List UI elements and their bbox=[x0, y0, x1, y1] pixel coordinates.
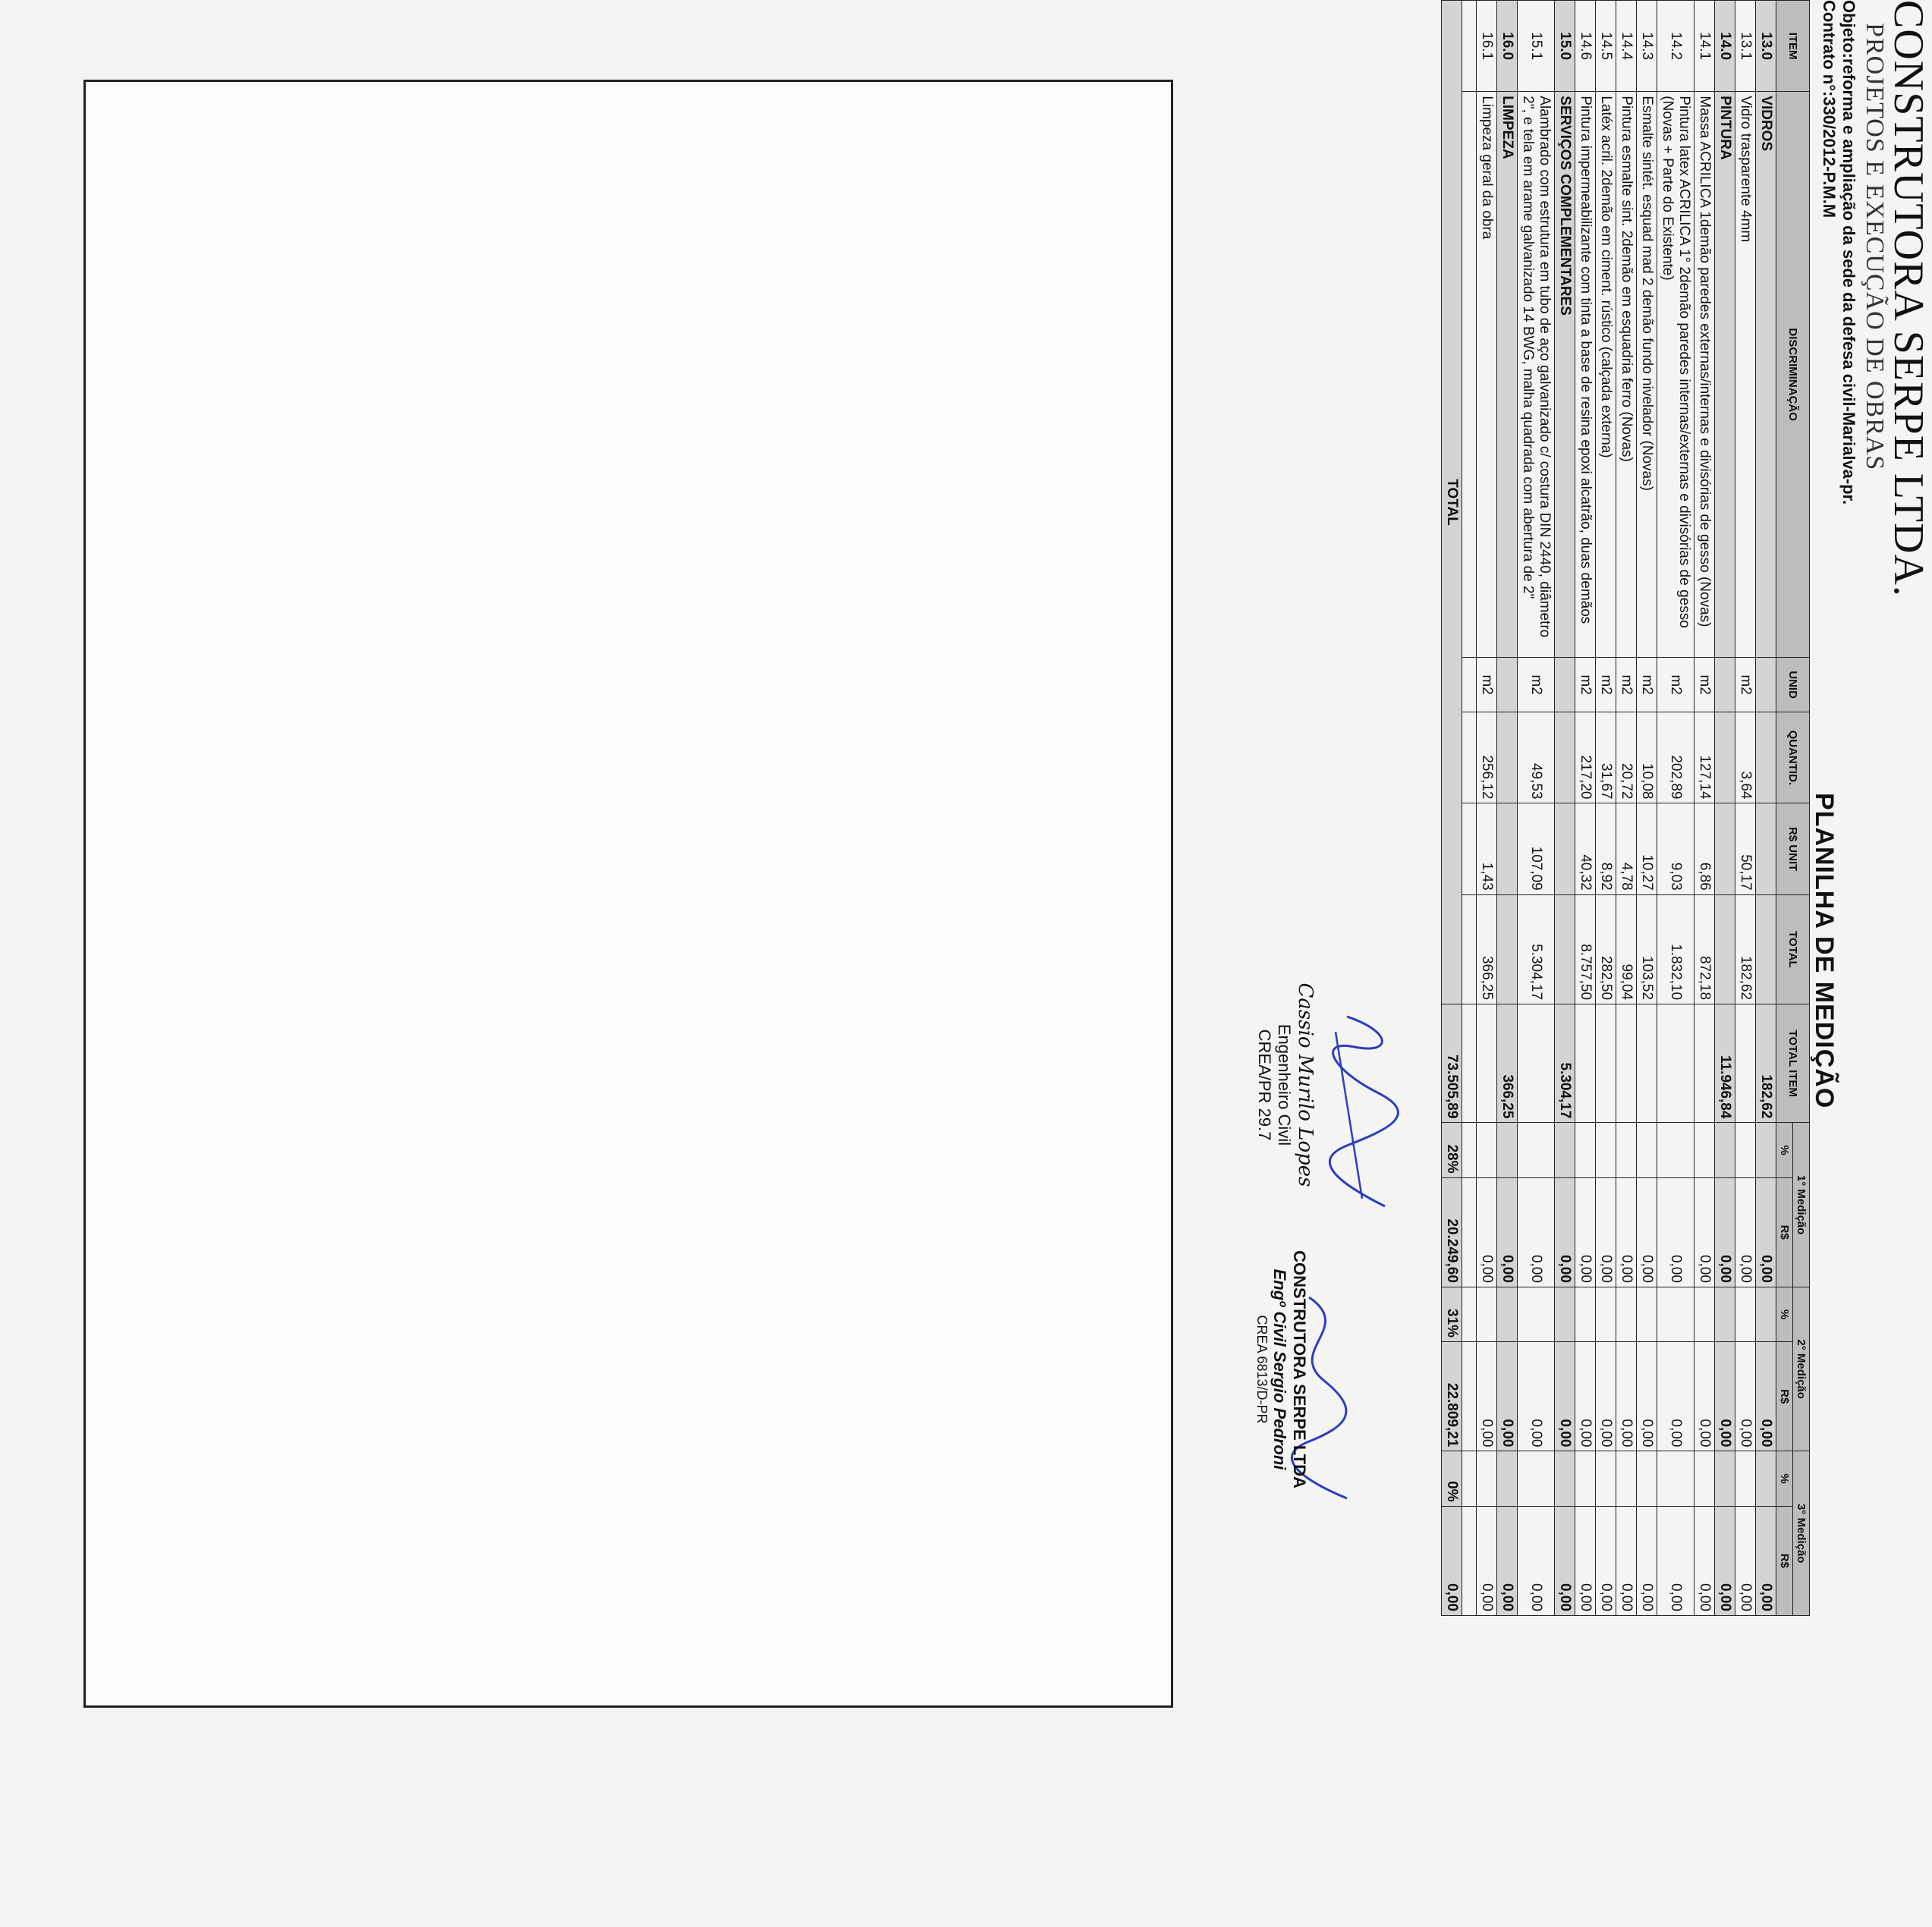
cell-quant: 31,67 bbox=[1596, 712, 1616, 803]
cell-m1r: 0,00 bbox=[1596, 1177, 1616, 1287]
cell-total_item bbox=[1694, 1004, 1715, 1123]
cell-m3p bbox=[1756, 1451, 1776, 1506]
cell-m1p bbox=[1575, 1123, 1596, 1177]
company-name: CONSTRUTORA SERPE LTDA. bbox=[1885, 0, 1932, 597]
cell-unid bbox=[1555, 658, 1575, 712]
cell-total_item: 366,25 bbox=[1497, 1004, 1518, 1123]
cell-desc: Pintura latex ACRILICA 1° 2demão paredes internas/externas e divisórias de gesso (Novas + Parte do Existente) bbox=[1657, 92, 1694, 658]
cell-desc: Massa ACRILICA 1demão paredes externas/internas e divisórias de gesso (Novas) bbox=[1694, 92, 1715, 658]
cell-unit: 40,32 bbox=[1575, 803, 1596, 894]
cell-desc: Alambrado com estrutura em tubo de aço galvanizado c/ costura DIN 2440, diâmetro 2", e tela em arame galvanizado 14 BWG, malha quadrada com abertura de 2" bbox=[1518, 92, 1555, 658]
cell-item: 15.0 bbox=[1555, 1, 1575, 92]
cell-m1p bbox=[1518, 1123, 1555, 1177]
cell-m1r: 0,00 bbox=[1555, 1177, 1575, 1287]
cell-m2p bbox=[1477, 1287, 1497, 1341]
company-subtitle: PROJETOS E EXECUÇÃO DE OBRAS bbox=[1861, 23, 1889, 471]
cell-m2r: 0,00 bbox=[1735, 1342, 1756, 1451]
col-m1-pct: % bbox=[1776, 1123, 1793, 1177]
cell-m3r: 0,00 bbox=[1555, 1506, 1575, 1615]
cell-m2r: 0,00 bbox=[1596, 1342, 1616, 1451]
cell-m1r: 0,00 bbox=[1657, 1177, 1694, 1287]
cell-item: 15.1 bbox=[1518, 1, 1555, 92]
cell-desc: Latéx acril. 2demão em ciment. rústico (calçada externa) bbox=[1596, 92, 1616, 658]
cell-unid: m2 bbox=[1694, 658, 1715, 712]
cell-total_item bbox=[1575, 1004, 1596, 1123]
cell-total: 366,25 bbox=[1477, 894, 1497, 1004]
cell-m2r: 0,00 bbox=[1756, 1342, 1776, 1451]
engineer-signature-block bbox=[1254, 971, 1317, 1199]
cell-m2r: 0,00 bbox=[1477, 1342, 1497, 1451]
cell-m1r: 0,00 bbox=[1694, 1177, 1715, 1287]
rotated-document bbox=[497, 0, 1931, 1927]
cell-unit: 1,43 bbox=[1477, 803, 1497, 894]
cell-m2p bbox=[1637, 1287, 1657, 1341]
cell-m1r: 0,00 bbox=[1735, 1177, 1756, 1287]
cell-m3r: 0,00 bbox=[1715, 1506, 1735, 1615]
cell-item: 16.1 bbox=[1477, 1, 1497, 92]
cell-total_item bbox=[1735, 1004, 1756, 1123]
cell-item: 14.5 bbox=[1596, 1, 1616, 92]
col-m3-rs: R$ bbox=[1776, 1506, 1793, 1615]
totals-m3p: 0% bbox=[1442, 1451, 1462, 1506]
cell-m3r: 0,00 bbox=[1657, 1506, 1694, 1615]
cell-m1p bbox=[1477, 1123, 1497, 1177]
cell-desc: Pintura impermeabilizante com tinta a base de resina epoxi alcatrão, duas demãos bbox=[1575, 92, 1596, 658]
cell-unid: m2 bbox=[1575, 658, 1596, 712]
cell-m3r: 0,00 bbox=[1497, 1506, 1518, 1615]
table-row bbox=[1575, 1, 1596, 1616]
cell-desc: SERVIÇOS COMPLEMENTARES bbox=[1555, 92, 1575, 658]
cell-m1p bbox=[1756, 1123, 1776, 1177]
cell-total: 8.757,50 bbox=[1575, 894, 1596, 1004]
cell-m2r: 0,00 bbox=[1637, 1342, 1657, 1451]
col-quant: QUANTID. bbox=[1776, 712, 1810, 803]
engineer-signature-scribble bbox=[1317, 1001, 1408, 1214]
cell-total bbox=[1715, 894, 1735, 1004]
cell-m1r: 0,00 bbox=[1575, 1177, 1596, 1287]
cell-unid: m2 bbox=[1477, 658, 1497, 712]
cell-total bbox=[1756, 894, 1776, 1004]
cell-m1p bbox=[1596, 1123, 1616, 1177]
cell-m3r: 0,00 bbox=[1596, 1506, 1616, 1615]
cell-quant: 127,14 bbox=[1694, 712, 1715, 803]
cell-m1r: 0,00 bbox=[1637, 1177, 1657, 1287]
cell-unid: m2 bbox=[1657, 658, 1694, 712]
cell-unit: 6,86 bbox=[1694, 803, 1715, 894]
cell-total: 182,62 bbox=[1735, 894, 1756, 1004]
cell-m3p bbox=[1497, 1451, 1518, 1506]
cell-m2r: 0,00 bbox=[1518, 1342, 1555, 1451]
cell-unit bbox=[1555, 803, 1575, 894]
cell-m3r: 0,00 bbox=[1518, 1506, 1555, 1615]
cell-m1r: 0,00 bbox=[1616, 1177, 1637, 1287]
table-row bbox=[1518, 1, 1555, 1616]
cell-m2r: 0,00 bbox=[1657, 1342, 1694, 1451]
col-total-item: TOTAL ITEM bbox=[1776, 1004, 1810, 1123]
cell-total bbox=[1497, 894, 1518, 1004]
cell-m1p bbox=[1616, 1123, 1637, 1177]
company-signature-block bbox=[1254, 1244, 1309, 1495]
table-row bbox=[1715, 1, 1735, 1616]
cell-m3p bbox=[1637, 1451, 1657, 1506]
cell-m2p bbox=[1575, 1287, 1596, 1341]
cell-desc: VIDROS bbox=[1756, 92, 1776, 658]
cell-m3r: 0,00 bbox=[1575, 1506, 1596, 1615]
cell-item: 13.0 bbox=[1756, 1, 1776, 92]
cell-item: 13.1 bbox=[1735, 1, 1756, 92]
cell-total: 103,52 bbox=[1637, 894, 1657, 1004]
col-desc: DISCRIMINAÇÃO bbox=[1776, 92, 1810, 658]
cell-unid: m2 bbox=[1518, 658, 1555, 712]
cell-total: 5.304,17 bbox=[1518, 894, 1555, 1004]
spacer-row bbox=[1462, 1, 1477, 1616]
cell-m1r: 0,00 bbox=[1715, 1177, 1735, 1287]
totals-m1p: 28% bbox=[1442, 1123, 1462, 1177]
cell-m1p bbox=[1637, 1123, 1657, 1177]
col-m2-pct: % bbox=[1776, 1287, 1793, 1341]
cell-m3r: 0,00 bbox=[1477, 1506, 1497, 1615]
cell-m1p bbox=[1715, 1123, 1735, 1177]
cell-m1p bbox=[1497, 1123, 1518, 1177]
cell-unid bbox=[1497, 658, 1518, 712]
cell-m1p bbox=[1657, 1123, 1694, 1177]
cell-m1r: 0,00 bbox=[1497, 1177, 1518, 1287]
company-crea: CREA 6813/D-PR bbox=[1254, 1315, 1270, 1424]
col-m2-rs: R$ bbox=[1776, 1342, 1793, 1451]
cell-desc: Pintura esmalte sint. 2demão em esquadria ferro (Novas) bbox=[1616, 92, 1637, 658]
cell-total_item: 11.946,84 bbox=[1715, 1004, 1735, 1123]
totals-m3r: 0,00 bbox=[1442, 1506, 1462, 1615]
company-engineer: Engº Civil Sergio Pedroni bbox=[1270, 1268, 1289, 1470]
cell-m3p bbox=[1616, 1451, 1637, 1506]
cell-m2p bbox=[1756, 1287, 1776, 1341]
cell-m3r: 0,00 bbox=[1616, 1506, 1637, 1615]
cell-m2r: 0,00 bbox=[1555, 1342, 1575, 1451]
cell-unit: 50,17 bbox=[1735, 803, 1756, 894]
cell-desc: PINTURA bbox=[1715, 92, 1735, 658]
cell-total_item bbox=[1477, 1004, 1497, 1123]
cell-unid bbox=[1715, 658, 1735, 712]
cell-m1r: 0,00 bbox=[1756, 1177, 1776, 1287]
cell-m1p bbox=[1735, 1123, 1756, 1177]
cell-item: 14.3 bbox=[1637, 1, 1657, 92]
cell-m3p bbox=[1596, 1451, 1616, 1506]
cell-total_item bbox=[1637, 1004, 1657, 1123]
col-m3-pct: % bbox=[1776, 1451, 1793, 1506]
cell-unit bbox=[1497, 803, 1518, 894]
cell-m2r: 0,00 bbox=[1497, 1342, 1518, 1451]
measurement-table bbox=[1441, 0, 1810, 1616]
engineer-title: Engenheiro Civil bbox=[1275, 1023, 1294, 1146]
cell-m3r: 0,00 bbox=[1694, 1506, 1715, 1615]
cell-total_item: 182,62 bbox=[1756, 1004, 1776, 1123]
cell-total: 282,50 bbox=[1596, 894, 1616, 1004]
cell-unid: m2 bbox=[1637, 658, 1657, 712]
cell-desc: LIMPEZA bbox=[1497, 92, 1518, 658]
table-row bbox=[1694, 1, 1715, 1616]
cell-quant: 256,12 bbox=[1477, 712, 1497, 803]
cell-m2p bbox=[1715, 1287, 1735, 1341]
totals-row bbox=[1442, 1, 1462, 1616]
cell-quant bbox=[1555, 712, 1575, 803]
cell-quant: 202,89 bbox=[1657, 712, 1694, 803]
table-row bbox=[1477, 1, 1497, 1616]
cell-m3r: 0,00 bbox=[1735, 1506, 1756, 1615]
cell-total: 99,04 bbox=[1616, 894, 1637, 1004]
cell-item: 14.2 bbox=[1657, 1, 1694, 92]
cell-unit: 4,78 bbox=[1616, 803, 1637, 894]
cell-quant bbox=[1497, 712, 1518, 803]
totals-total_item: 73.505,89 bbox=[1442, 1004, 1462, 1123]
cell-unit: 107,09 bbox=[1518, 803, 1555, 894]
totals-m2r: 22.809,21 bbox=[1442, 1342, 1462, 1451]
table-row bbox=[1596, 1, 1616, 1616]
cell-unid bbox=[1756, 658, 1776, 712]
col-m3: 3° Medição bbox=[1793, 1451, 1810, 1616]
cell-m3p bbox=[1555, 1451, 1575, 1506]
cell-m2p bbox=[1657, 1287, 1694, 1341]
cell-unid: m2 bbox=[1735, 658, 1756, 712]
cell-total: 1.832,10 bbox=[1657, 894, 1694, 1004]
cell-total: 872,18 bbox=[1694, 894, 1715, 1004]
cell-m3p bbox=[1694, 1451, 1715, 1506]
cell-desc: Esmalte sintét. esquad mad 2 demão fundo nivelador (Novas) bbox=[1637, 92, 1657, 658]
cell-desc: Limpeza geral da obra bbox=[1477, 92, 1497, 658]
col-m1-rs: R$ bbox=[1776, 1177, 1793, 1287]
cell-m3p bbox=[1477, 1451, 1497, 1506]
cell-total_item bbox=[1657, 1004, 1694, 1123]
cell-unit bbox=[1756, 803, 1776, 894]
table-row bbox=[1497, 1, 1518, 1616]
col-total: TOTAL bbox=[1776, 894, 1810, 1004]
cell-m2p bbox=[1694, 1287, 1715, 1341]
cell-total_item bbox=[1616, 1004, 1637, 1123]
cell-quant: 20,72 bbox=[1616, 712, 1637, 803]
cell-m2r: 0,00 bbox=[1616, 1342, 1637, 1451]
cell-quant: 3,64 bbox=[1735, 712, 1756, 803]
table-row bbox=[1657, 1, 1694, 1616]
cell-m2p bbox=[1518, 1287, 1555, 1341]
cell-quant: 10,08 bbox=[1637, 712, 1657, 803]
contract-number: Contrato n°:330/2012-P.M.M bbox=[1820, 0, 1839, 218]
cell-total_item: 5.304,17 bbox=[1555, 1004, 1575, 1123]
col-item: ITEM bbox=[1776, 1, 1810, 92]
cell-m2p bbox=[1735, 1287, 1756, 1341]
table-row bbox=[1616, 1, 1637, 1616]
cell-quant: 49,53 bbox=[1518, 712, 1555, 803]
col-unit: R$ UNIT bbox=[1776, 803, 1810, 894]
cell-unit: 10,27 bbox=[1637, 803, 1657, 894]
cell-m2p bbox=[1497, 1287, 1518, 1341]
cell-unit bbox=[1715, 803, 1735, 894]
cell-unit: 9,03 bbox=[1657, 803, 1694, 894]
cell-m2p bbox=[1616, 1287, 1637, 1341]
table-row bbox=[1555, 1, 1575, 1616]
cell-m3p bbox=[1575, 1451, 1596, 1506]
cell-m1p bbox=[1694, 1123, 1715, 1177]
cell-m2r: 0,00 bbox=[1694, 1342, 1715, 1451]
cell-item: 14.4 bbox=[1616, 1, 1637, 92]
cell-quant bbox=[1756, 712, 1776, 803]
cell-item: 16.0 bbox=[1497, 1, 1518, 92]
cell-desc: Vidro trasparente 4mm bbox=[1735, 92, 1756, 658]
cell-m2r: 0,00 bbox=[1715, 1342, 1735, 1451]
table-row bbox=[1756, 1, 1776, 1616]
cell-m1r: 0,00 bbox=[1518, 1177, 1555, 1287]
cell-m3p bbox=[1715, 1451, 1735, 1506]
company-stamp: CONSTRUTORA SERPE LTDA bbox=[1290, 1250, 1309, 1488]
cell-m3p bbox=[1735, 1451, 1756, 1506]
cell-quant bbox=[1715, 712, 1735, 803]
engineer-crea: CREA/PR 29.7 bbox=[1255, 1029, 1274, 1141]
cell-unit: 8,92 bbox=[1596, 803, 1616, 894]
contract-object: Objeto:reforma e ampliação da sede da defesa civil-Marialva-pr. bbox=[1839, 0, 1858, 505]
cell-m2p bbox=[1555, 1287, 1575, 1341]
sheet-title: PLANILHA DE MEDIÇÃO bbox=[1810, 793, 1839, 1109]
col-m1: 1° Medição bbox=[1793, 1123, 1810, 1287]
engineer-name: Cassio Murilo Lopes bbox=[1294, 982, 1317, 1187]
cell-m3p bbox=[1657, 1451, 1694, 1506]
totals-m2p: 31% bbox=[1442, 1287, 1462, 1341]
cell-item: 14.6 bbox=[1575, 1, 1596, 92]
totals-label: TOTAL bbox=[1442, 1, 1462, 1004]
cell-total_item bbox=[1596, 1004, 1616, 1123]
col-unid: UNID bbox=[1776, 658, 1810, 712]
cell-m3p bbox=[1518, 1451, 1555, 1506]
cell-item: 14.1 bbox=[1694, 1, 1715, 92]
cell-m3r: 0,00 bbox=[1756, 1506, 1776, 1615]
cell-m2r: 0,00 bbox=[1575, 1342, 1596, 1451]
cell-m3r: 0,00 bbox=[1637, 1506, 1657, 1615]
col-m2: 2° Medição bbox=[1793, 1287, 1810, 1451]
table-row bbox=[1735, 1, 1756, 1616]
cell-m1p bbox=[1555, 1123, 1575, 1177]
cell-total_item bbox=[1518, 1004, 1555, 1123]
cell-unid: m2 bbox=[1596, 658, 1616, 712]
totals-m1r: 20.249,60 bbox=[1442, 1177, 1462, 1287]
table-body bbox=[1442, 1, 1776, 1616]
cell-item: 14.0 bbox=[1715, 1, 1735, 92]
cell-total bbox=[1555, 894, 1575, 1004]
table-row bbox=[1637, 1, 1657, 1616]
cell-quant: 217,20 bbox=[1575, 712, 1596, 803]
cell-unid: m2 bbox=[1616, 658, 1637, 712]
cell-m1r: 0,00 bbox=[1477, 1177, 1497, 1287]
cell-m2p bbox=[1596, 1287, 1616, 1341]
